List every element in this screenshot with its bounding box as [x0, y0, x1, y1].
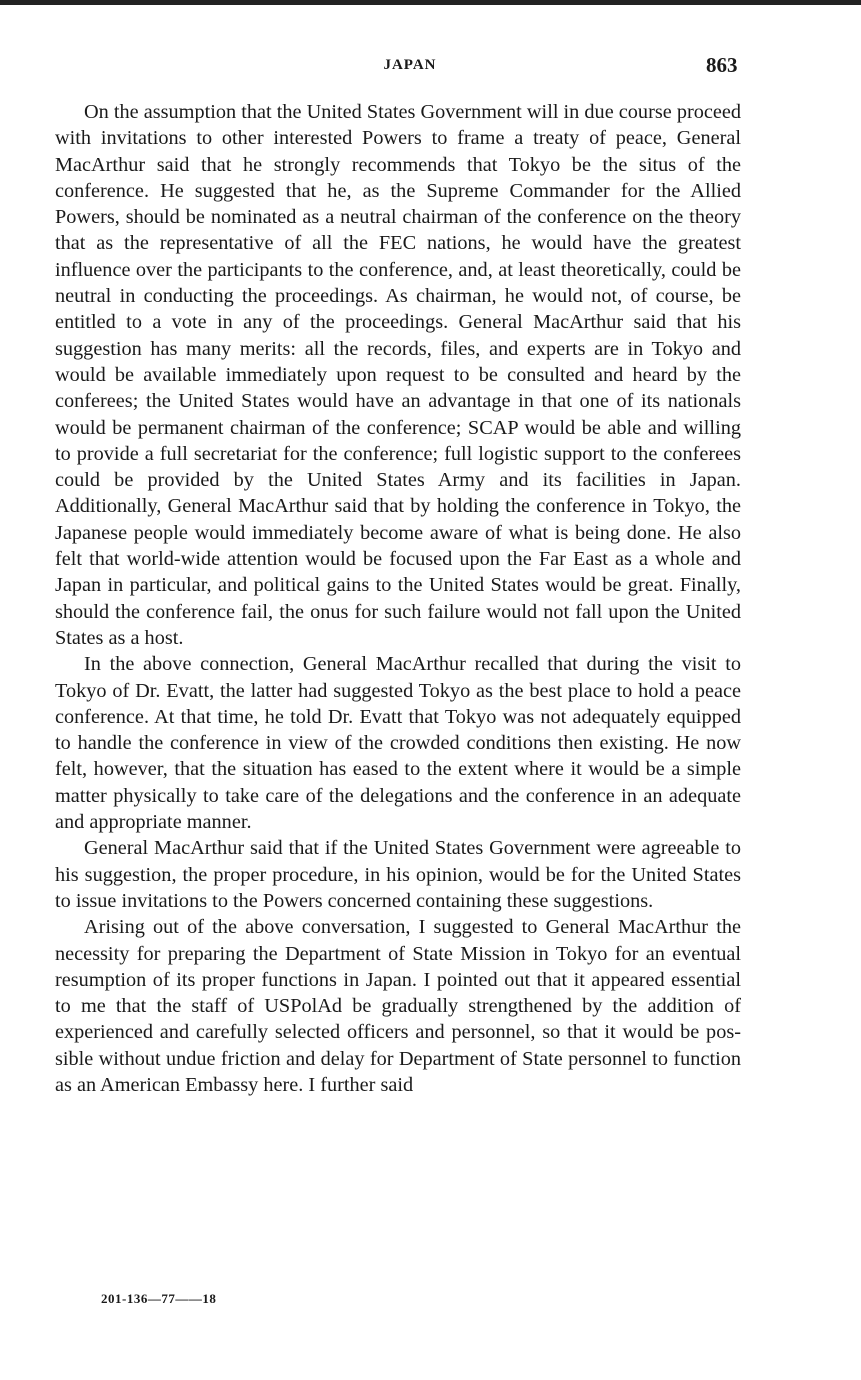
- printer-signature-code: 201-136—77——18: [101, 1291, 217, 1306]
- page-number: 863: [706, 53, 738, 77]
- top-border-rule: [0, 0, 861, 5]
- paragraph: Arising out of the above conversation, I suggested to General MacArthur the necessity for preparing the Department of State Mission in Tokyo for an eventual resumption of its proper functions in Japan. I pointed out that it appeared essential to me that the staff of USPolAd be gradually strengthened by the addition of experienced and carefully selected officers and personnel, so that it would be possible without undue friction and delay for Department of State personnel to function as an American Embassy here. I further said: [55, 916, 741, 1096]
- running-title: JAPAN: [383, 57, 437, 73]
- paragraph: General MacArthur said that if the United States Government were agreeable to his suggestion, the proper procedure, in his opinion, would be for the United States to issue invitations to the Powers concerned containing these suggestions.: [55, 837, 741, 912]
- paragraph: In the above connection, General MacArthur recalled that during the visit to Tokyo of Dr. Evatt, the latter had suggested Tokyo as the best place to hold a peace conference. At that time, he told Dr. Evatt that Tokyo was not adequately equipped to handle the conference in view of the crowded conditions then existing. He now felt, however, that the situation has eased to the extent where it would be a simple matter physically to take care of the delegations and the conference in an adequate and appropriate manner.: [55, 653, 741, 834]
- body-text: [55, 99, 741, 1098]
- paragraph: On the assumption that the United States Government will in due course proceed with invitations to other interested Powers to frame a treaty of peace, General MacArthur said that he strongly recommends that Tokyo be the situs of the conference. He suggested that he, as the Supreme Commander for the Allied Powers, should be nominated as a neutral chairman of the conference on the theory that as the representative of all the FEC nations, he would have the greatest influence over the participants to the conference, and, at least theoretically, could be neutral in conducting the proceedings. As chairman, he would not, of course, be entitled to a vote in any of the proceedings. General MacArthur said that his suggestion has many merits: all the records, files, and experts are in Tokyo and would be available immediately upon request to be consulted and heard by the conferees; the United States would have an advantage in that one of its nationals would be permanent chairman of the conference; SCAP would be able and willing to provide a full secretariat for the conference; full logistic support to the conferees could be provided by the United States Army and its facilities in Japan. Additionally, General MacArthur said that by holding the conference in Tokyo, the Japanese people would immediately become aware of what is being done. He also felt that world-wide attention would be focused upon the Far East as a whole and Japan in particular, and political gains to the United States would be great. Finally, should the conference fail, the onus for such failure would not fall upon the United States as a host.: [55, 101, 741, 649]
